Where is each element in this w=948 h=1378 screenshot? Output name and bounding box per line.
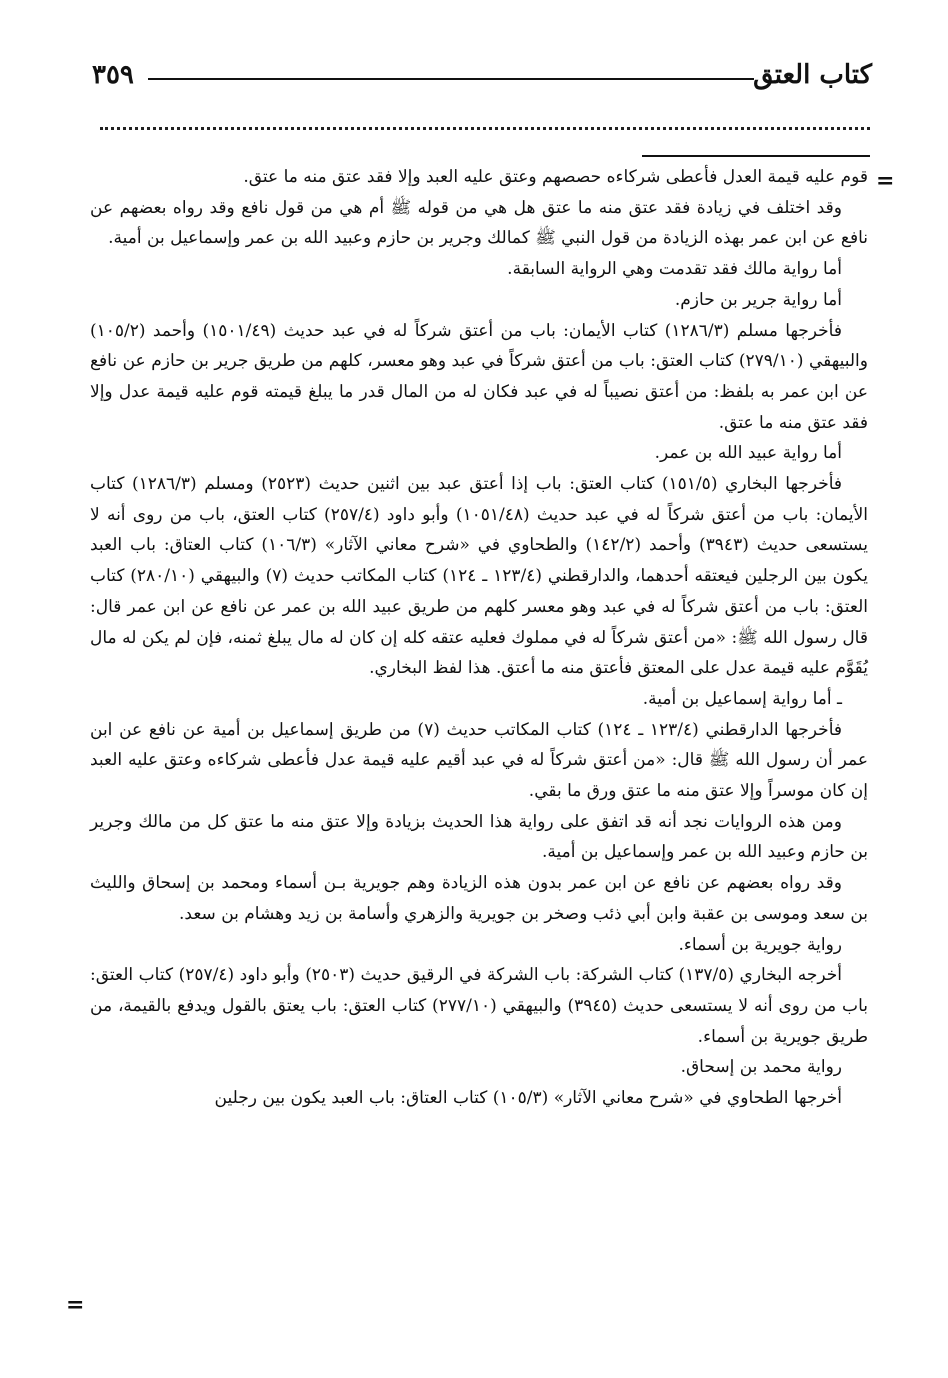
heading-jarir: أما رواية جرير بن حازم. xyxy=(674,289,842,310)
paragraph-continuation: قوم عليه قيمة العدل فأعطى شركاءه حصصهم وعتق عليه العبد وإلا فقد عتق منه ما عتق. xyxy=(243,167,868,187)
footnote-body xyxy=(90,162,868,1114)
paragraph-jarir: فأخرجها مسلم (١٢٨٦/٣) كتاب الأيمان: باب من أعتق شركاً له في عبد حديث (١٥٠١/٤٩) وأحمد (١٠٥/٢) والبيهقي (٢٧٩/١٠) كتاب العتق: باب من أعتق شركاً في عبد وهو معسر، كلهم من طريق جرير بن حازم عن نافع عن ابن عمر به بلفظ: من أعتق نصيباً له في عبد فكان له من المال قدر ما يبلغ قيمته قوم عليه قيمة عدل وإلا فقد عتق منه ما عتق. xyxy=(90,320,868,433)
continuation-mark-top: = xyxy=(876,168,895,194)
heading-ibn-ishaq: رواية محمد بن إسحاق. xyxy=(680,1057,842,1078)
dotted-divider xyxy=(100,127,870,130)
paragraph-disagreement: وقد اختلف في زيادة فقد عتق منه ما عتق هل هي من قوله ﷺ أم هي من قول نافع وقد رواه بعضهم عن نافع عن ابن عمر بهذه الزيادة من قول النبي ﷺ كمالك وجرير بن حازم وعبيد الله بن عمر وإسماعيل بن أمية. xyxy=(90,197,868,249)
paragraph-ubaidullah: فأخرجها البخاري (١٥١/٥) كتاب العتق: باب إذا أعتق عبد بين اثنين حديث (٢٥٢٣) ومسلم (١٢٨٦/٣) كتاب الأيمان: باب من أعتق شركاً له في عبد حديث (١٠٥١/٤٨) وأبو داود (٢٥٧/٤) كتاب العتق، باب من روى أنه لا يستسعى حديث (٣٩٤٣) وأحمد (١٤٢/٢) والطحاوي في «شرح معاني الآثار» (١٠٦/٣) كتاب العتاق: باب العبد يكون بين الرجلين فيعتقه أحدهما، والدارقطني (١٢٣/٤ ـ ١٢٤) كتاب المكاتب حديث (٧) والبيهقي (٢٨٠/١٠) كتاب العتق: باب من أعتق شركاً له في عبد وهو معسر كلهم من طريق عبيد الله بن عمر عن نافع عن ابن عمر قال: قال رسول الله ﷺ: «من أعتق شركاً له في مملوك فعليه عتقه كله إن كان له مال يبلغ ثمنه، فإن لم يكن له مال يُقَوَّم عليه قيمة عدل على المعتق فأعتق منه ما أعتق. هذا لفظ البخاري. xyxy=(90,474,869,679)
footnote-rule xyxy=(642,155,870,157)
paragraph-ismail: فأخرجها الدارقطني (١٢٣/٤ ـ ١٢٤) كتاب المكاتب حديث (٧) من طريق إسماعيل بن أمية عن نافع عن ابن عمر أن رسول الله ﷺ قال: «من أعتق شركاً له في عبد أقيم عليه قيمة عدل فأعطى شركاءه وعتق عليه العبد إن كان موسراً وإلا عتق منه ما عتق ورق ما بقي. xyxy=(90,719,868,802)
page-header xyxy=(92,58,872,98)
heading-juwairiya: رواية جويرية بن أسماء. xyxy=(678,934,842,955)
header-rule xyxy=(148,78,754,80)
continuation-mark-bottom: = xyxy=(66,1292,85,1318)
paragraph-juwairiya: أخرجه البخاري (١٣٧/٥) كتاب الشركة: باب الشركة في الرقيق حديث (٢٥٠٣) وأبو داود (٢٥٧/٤) كتاب العتق: باب من روى أنه لا يستسعى حديث (٣٩٤٥) والبيهقي (٢٧٧/١٠) كتاب العتق: باب يعتق بالقول ويدفع بالقيمة، من طريق جويرية بن أسماء. xyxy=(90,965,868,1047)
paragraph-summary: ومن هذه الروايات نجد أنه قد اتفق على رواية هذا الحديث بزيادة وإلا عتق منه ما عتق كل من مالك وجرير بن حازم وعبيد الله بن عمر وإسماعيل بن أمية. xyxy=(90,811,868,863)
page-number: ٣٥٩ xyxy=(92,60,134,90)
chapter-title: كتاب العتق xyxy=(753,60,872,90)
paragraph-ibn-ishaq: أخرجها الطحاوي في «شرح معاني الآثار» (١٠٥/٣) كتاب العتاق: باب العبد يكون بين رجلين xyxy=(214,1088,842,1109)
paragraph-malik: أما رواية مالك فقد تقدمت وهي الرواية السابقة. xyxy=(507,259,842,280)
heading-ubaidullah: أما رواية عبيد الله بن عمر. xyxy=(654,443,842,464)
paragraph-without-addition: وقد رواه بعضهم عن نافع عن ابن عمر بدون هذه الزيادة وهم جويرية بـن أسماء ومحمد بن إسحاق والليث بن سعد وموسى بن عقبة وابن أبي ذئب وصخر بن جويرية والزهري وأسامة بن زيد وهشام بن سعد. xyxy=(90,873,868,924)
heading-ismail: ـ أما رواية إسماعيل بن أمية. xyxy=(642,688,842,709)
